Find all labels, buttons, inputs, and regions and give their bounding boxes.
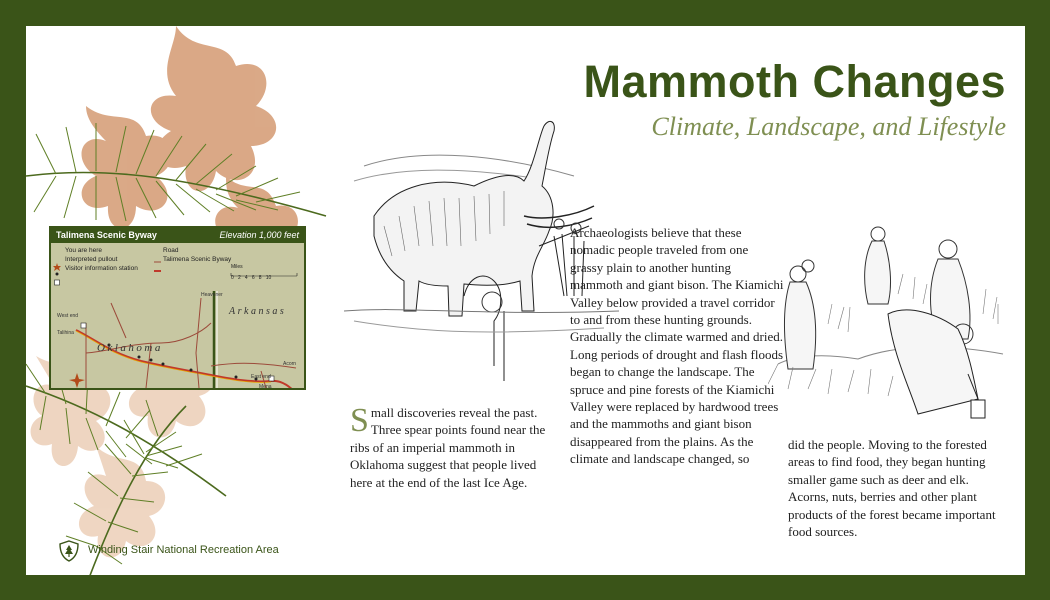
forest-service-shield-icon bbox=[58, 540, 80, 562]
state-arkansas: Arkansas bbox=[229, 306, 287, 317]
archaeology-text: Archaeologists believe that these nomadic people traveled from one grassy plain to another hunting mammoth and giant bison. The Kiamichi Valley below provided a travel corridor to and from these hunting grounds. Gradually the climate warmed and dried. Long periods of drought and flash floods began to change the landscape. The spruce and pine forests of the Kiamichi Valley were replaced by hardwood trees and the mammoths and giant bison disappeared from the plains. As the climate and landscape changed, so bbox=[570, 225, 784, 467]
people-paragraph bbox=[788, 436, 998, 540]
gathering-illustration bbox=[768, 204, 1008, 419]
scale-ticks: 0 2 4 6 8 10 bbox=[231, 275, 272, 281]
place-acorn: Acorn bbox=[283, 361, 297, 367]
place-mena: Mena bbox=[259, 384, 272, 390]
map-title: Talimena Scenic Byway bbox=[56, 230, 157, 240]
byway-map bbox=[49, 226, 306, 390]
page-subtitle: Climate, Landscape, and Lifestyle bbox=[651, 112, 1006, 141]
legend-road: Road bbox=[163, 247, 179, 254]
intro-paragraph bbox=[350, 404, 550, 491]
map-legend-roads bbox=[151, 246, 231, 264]
legend-visitor-station: Visitor information station bbox=[65, 265, 138, 272]
footer-label: Winding Stair National Recreation Area bbox=[88, 544, 279, 556]
place-west-end: West end bbox=[57, 313, 79, 319]
map-header bbox=[51, 228, 304, 243]
drop-cap: S bbox=[350, 402, 369, 439]
legend-pullout: Interpreted pullout bbox=[65, 256, 118, 263]
scale-label: Miles bbox=[231, 264, 243, 270]
sign-panel bbox=[26, 26, 1025, 575]
place-heavener: Heavener bbox=[201, 292, 223, 298]
map-elevation: Elevation 1,000 feet bbox=[219, 230, 299, 240]
map-scale bbox=[231, 264, 271, 281]
state-oklahoma: Oklahoma bbox=[97, 342, 163, 354]
legend-byway: Talimena Scenic Byway bbox=[163, 256, 232, 263]
map-legend bbox=[55, 246, 138, 273]
legend-you-are-here: You are here bbox=[65, 247, 102, 254]
archaeology-paragraph bbox=[570, 224, 784, 468]
people-text: did the people. Moving to the forested areas to find food, they began hunting smaller game such as deer and elk. Acorns, nuts, berries and other plant products of the forest became important food sources. bbox=[788, 437, 996, 540]
place-talihina: Talihina bbox=[57, 330, 74, 336]
page-title: Mammoth Changes bbox=[583, 56, 1006, 107]
intro-text: mall discoveries reveal the past. Three spear points found near the ribs of an imperial mammoth in Oklahoma suggest that people lived here at the end of the last Ice Age. bbox=[350, 405, 546, 490]
place-east-end: East end bbox=[251, 374, 271, 380]
